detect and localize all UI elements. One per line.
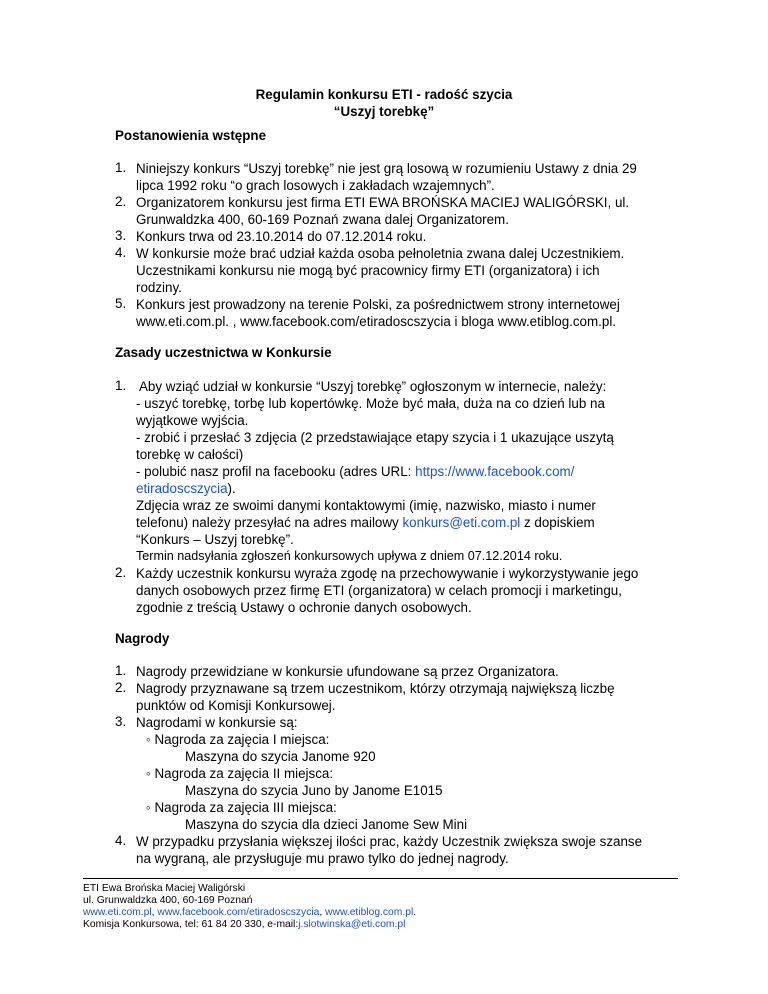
list-item-text: punktów od Komisji Konkursowej. <box>136 698 336 713</box>
list-item-text: Termin nadsyłania zgłoszeń konkursowych upływa z dniem 07.12.2014 roku. <box>136 549 563 563</box>
list-item-text: www.eti.com.pl. , www.facebook.com/etiradoscszycia i bloga www.etiblog.com.pl. <box>136 314 617 329</box>
contest-email-link[interactable]: konkurs@eti.com.pl <box>402 515 521 530</box>
footer-links <box>83 907 416 919</box>
footer-company: ETI Ewa Brońska Maciej Waligórski <box>83 883 246 894</box>
list-item-text: Każdy uczestnik konkursu wyraża zgodę na przechowywanie i wykorzystywanie jego <box>136 566 639 581</box>
footer-divider <box>83 878 678 879</box>
list-number: 4. <box>115 245 127 260</box>
list-number: 2. <box>115 194 127 209</box>
list-item-text <box>136 514 595 531</box>
list-item-text: wyjątkowe wyjścia. <box>136 413 249 428</box>
prize-label: ◦ Nagroda za zajęcia I miejsca: <box>146 732 330 747</box>
text-fragment: z dopiskiem <box>520 515 595 530</box>
footer-contact-text: Komisja Konkursowa, tel: 61 84 20 330, e-mail: <box>83 919 299 930</box>
list-item-text: lipca 1992 roku “o grach losowych i zakładach wzajemnych”. <box>136 178 495 193</box>
text-fragment: . <box>413 907 417 918</box>
list-item-text: Aby wziąć udział w konkursie “Uszyj torebkę” ogłoszonym w internecie, należy: <box>136 379 607 394</box>
list-item-text: Nagrodami w konkursie są: <box>136 715 298 730</box>
facebook-link-continued[interactable]: etiradoscszycia <box>136 481 228 496</box>
list-item-text: torebkę w całości) <box>136 447 244 462</box>
list-item-text: Uczestnikami konkursu nie mogą być pracownicy firmy ETI (organizatora) i ich <box>136 263 600 278</box>
list-item-text: W przypadku przysłania większej ilości prac, każdy Uczestnik zwiększa swoje szanse <box>136 834 643 849</box>
text-fragment: , <box>151 907 158 918</box>
list-number: 2. <box>115 680 127 695</box>
prize-label: ◦ Nagroda za zajęcia III miejsca: <box>146 800 337 815</box>
footer-contact <box>83 919 405 931</box>
list-item-text: Nagrody przyznawane są trzem uczestnikom, którzy otrzymają największą liczbę <box>136 681 615 696</box>
footer-email-link[interactable]: j.slotwinska@eti.com.pl <box>298 919 406 930</box>
text-fragment: , <box>319 907 326 918</box>
list-item-text: “Konkurs – Uszyj torebkę”. <box>136 532 294 547</box>
document-title: Regulamin konkursu ETI - radość szycia <box>255 87 513 102</box>
footer-address: ul. Grunwaldzka 400, 60-169 Poznań <box>83 895 253 906</box>
list-item-text: - zrobić i przesłać 3 zdjęcia (2 przedstawiające etapy szycia i 1 ukazujące uszytą <box>136 430 614 445</box>
list-item-text: Grunwaldzka 400, 60-169 Poznań zwana dalej Organizatorem. <box>136 212 509 227</box>
footer-blog-link[interactable]: www.etiblog.com.pl <box>325 907 414 918</box>
section-heading-provisions: Postanowienia wstępne <box>115 128 267 143</box>
list-item-text: zgodnie z treścią Ustawy o ochronie danych osobowych. <box>136 600 472 615</box>
list-number: 3. <box>115 228 127 243</box>
list-item-text: Konkurs trwa od 23.10.2014 do 07.12.2014 roku. <box>136 229 427 244</box>
list-item-text: Konkurs jest prowadzony na terenie Polski, za pośrednictwem strony internetowej <box>136 297 620 312</box>
list-item-text: na wygraną, ale przysługuje mu prawo tylko do jednej nagrody. <box>136 851 509 866</box>
document-subtitle: “Uszyj torebkę” <box>333 104 435 119</box>
prize-item: Maszyna do szycia dla dzieci Janome Sew Mini <box>185 817 468 832</box>
section-heading-prizes: Nagrody <box>115 631 170 646</box>
list-number: 4. <box>115 833 127 848</box>
facebook-link[interactable]: https://www.facebook.com/ <box>415 464 575 479</box>
prize-item: Maszyna do szycia Juno by Janome E1015 <box>185 783 443 798</box>
prize-item: Maszyna do szycia Janome 920 <box>185 749 376 764</box>
email-instruction: telefonu) należy przesyłać na adres mailowy <box>136 515 403 530</box>
list-number: 5. <box>115 296 127 311</box>
footer-website-link[interactable]: www.eti.com.pl <box>83 907 152 918</box>
footer-facebook-link[interactable]: www.facebook.com/etiradoscszycia <box>157 907 320 918</box>
list-item-text: rodziny. <box>136 280 182 295</box>
list-item-text <box>136 463 574 480</box>
facebook-instruction: - polubić nasz profil na facebooku (adres URL: <box>136 464 416 479</box>
list-number: 1. <box>115 663 127 678</box>
list-item-text: danych osobowych przez firmę ETI (organizatora) w celach promocji i marketingu, <box>136 583 622 598</box>
prize-label: ◦ Nagroda za zajęcia II miejsca: <box>146 766 334 781</box>
list-item-text: Nagrody przewidziane w konkursie ufundowane są przez Organizatora. <box>136 664 559 679</box>
text-fragment: ). <box>227 481 236 496</box>
list-item-text: W konkursie może brać udział każda osoba pełnoletnia zwana dalej Uczestnikiem. <box>136 246 625 261</box>
list-number: 1. <box>115 160 127 175</box>
list-item-text: Organizatorem konkursu jest firma ETI EWA BROŃSKA MACIEJ WALIGÓRSKI, ul. <box>136 195 630 210</box>
list-item-text: - uszyć torebkę, torbę lub kopertówkę. Może być mała, duża na co dzień lub na <box>136 396 605 411</box>
list-item-text: Niniejszy konkurs “Uszyj torebkę” nie jest grą losową w rozumieniu Ustawy z dnia 29 <box>136 161 637 176</box>
list-number: 2. <box>115 565 127 580</box>
list-number: 1. <box>115 378 127 393</box>
section-heading-participation: Zasady uczestnictwa w Konkursie <box>115 345 332 360</box>
list-number: 3. <box>115 714 127 729</box>
list-item-text: Zdjęcia wraz ze swoimi danymi kontaktowymi (imię, nazwisko, miasto i numer <box>136 498 596 513</box>
list-item-text <box>136 480 236 497</box>
